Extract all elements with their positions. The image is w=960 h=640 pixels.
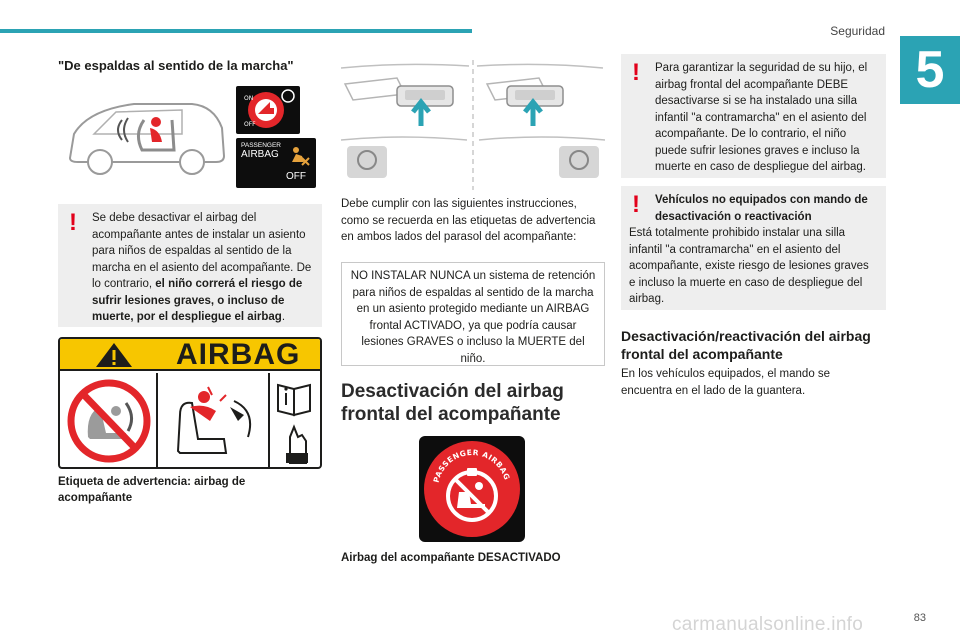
no-switch-warning-body: Está totalmente prohibido instalar una silla infantil "a contramarcha" en el asiento del acompañante, existe riesgo de lesiones graves e incluso la muerte en caso de despliegue del airbag. (629, 227, 869, 305)
warning-icon: ! (632, 59, 640, 86)
never-install-notice: NO INSTALAR NUNCA un sistema de retención para niños de espaldas al sentido de la marcha en un asiento protegido mediante un AIRBAG frontal ACTIVADO, ya que podría causar lesiones GRAVES o incluso la MUERTE del niño. (341, 262, 605, 366)
deactivation-heading: Desactivación del airbag frontal del acompañante (341, 381, 564, 425)
read-manual-icon (274, 379, 318, 465)
deactivation-warning (58, 204, 322, 327)
indicator-label-off: OFF (286, 171, 306, 182)
svg-text:OFF: OFF (244, 121, 256, 128)
label-header (60, 339, 320, 371)
section-name: Seguridad (830, 24, 885, 38)
label-caption: Etiqueta de advertencia: airbag de acompañante (58, 476, 246, 504)
badge-caption: Airbag del acompañante DESACTIVADO (341, 552, 561, 564)
airbag-switch-panel (236, 86, 300, 134)
rear-facing-title: "De espaldas al sentido de la marcha" (58, 58, 294, 73)
svg-text:ON: ON (244, 95, 254, 102)
no-switch-warning (621, 186, 886, 310)
page-number: 83 (913, 612, 926, 624)
no-switch-warning-title: Vehículos no equipados con mando de desactivación o reactivación (655, 194, 868, 223)
warning-triangle-icon (94, 341, 134, 369)
sun-visor-illustration (341, 60, 605, 190)
airbag-switch-icon (236, 86, 300, 134)
no-airbag-badge-icon (419, 436, 525, 542)
instructions-intro: Debe cumplir con las siguientes instrucciones, como se recuerda en las etiquetas de advertencia en ambos lados del parasol del acompañante: (341, 198, 596, 243)
warning-icon: ! (632, 191, 640, 218)
airbag-off-icon (288, 144, 310, 166)
warning-text-part2: . (281, 311, 286, 323)
child-safety-warning-text: Para garantizar la seguridad de su hijo, el airbag frontal del acompañante DEBE desactivarse si se ha instalado una silla infantil "a contramarcha" en el asiento del acompañante. De lo contrario, el niño puede sufrir lesiones graves e incluso la muerte en caso de despliegue del airbag. (655, 62, 868, 173)
warning-icon: ! (69, 209, 77, 236)
badge-arc-text: PASSENGER AIRBAG (431, 447, 512, 484)
passenger-airbag-off-indicator (236, 138, 316, 188)
indicator-label-airbag: AIRBAG (241, 149, 279, 160)
child-safety-warning (621, 54, 886, 178)
header-accent-bar (0, 29, 472, 33)
chapter-tab: 5 (900, 36, 960, 104)
airbag-warning-label (58, 337, 322, 469)
label-airbag-word: AIRBAG (176, 338, 301, 371)
watermark: carmanualsonline.info (672, 614, 864, 635)
warning-text-part1: Se debe desactivar el airbag del acompañante antes de instalar un asiento para niños de espaldas al sentido de la marcha en el asiento del acompañante. De lo contrario, (92, 212, 312, 290)
warning-text-bold: el niño correrá el riesgo de sufrir lesiones graves, o incluso de muerte, por el despliegue el airbag (92, 278, 303, 323)
car-child-seat-illustration (64, 90, 230, 182)
passenger-airbag-off-badge (419, 436, 525, 542)
no-rear-facing-seat-icon (66, 377, 152, 465)
indicator-label-passenger: PASSENGER (241, 142, 281, 149)
deactivation-reactivation-heading: Desactivación/reactivación del airbag frontal del acompañante (621, 328, 871, 362)
airbag-deploy-seat-icon (164, 381, 264, 463)
switch-location-text: En los vehículos equipados, el mando se encuentra en el lado de la guantera. (621, 368, 831, 397)
